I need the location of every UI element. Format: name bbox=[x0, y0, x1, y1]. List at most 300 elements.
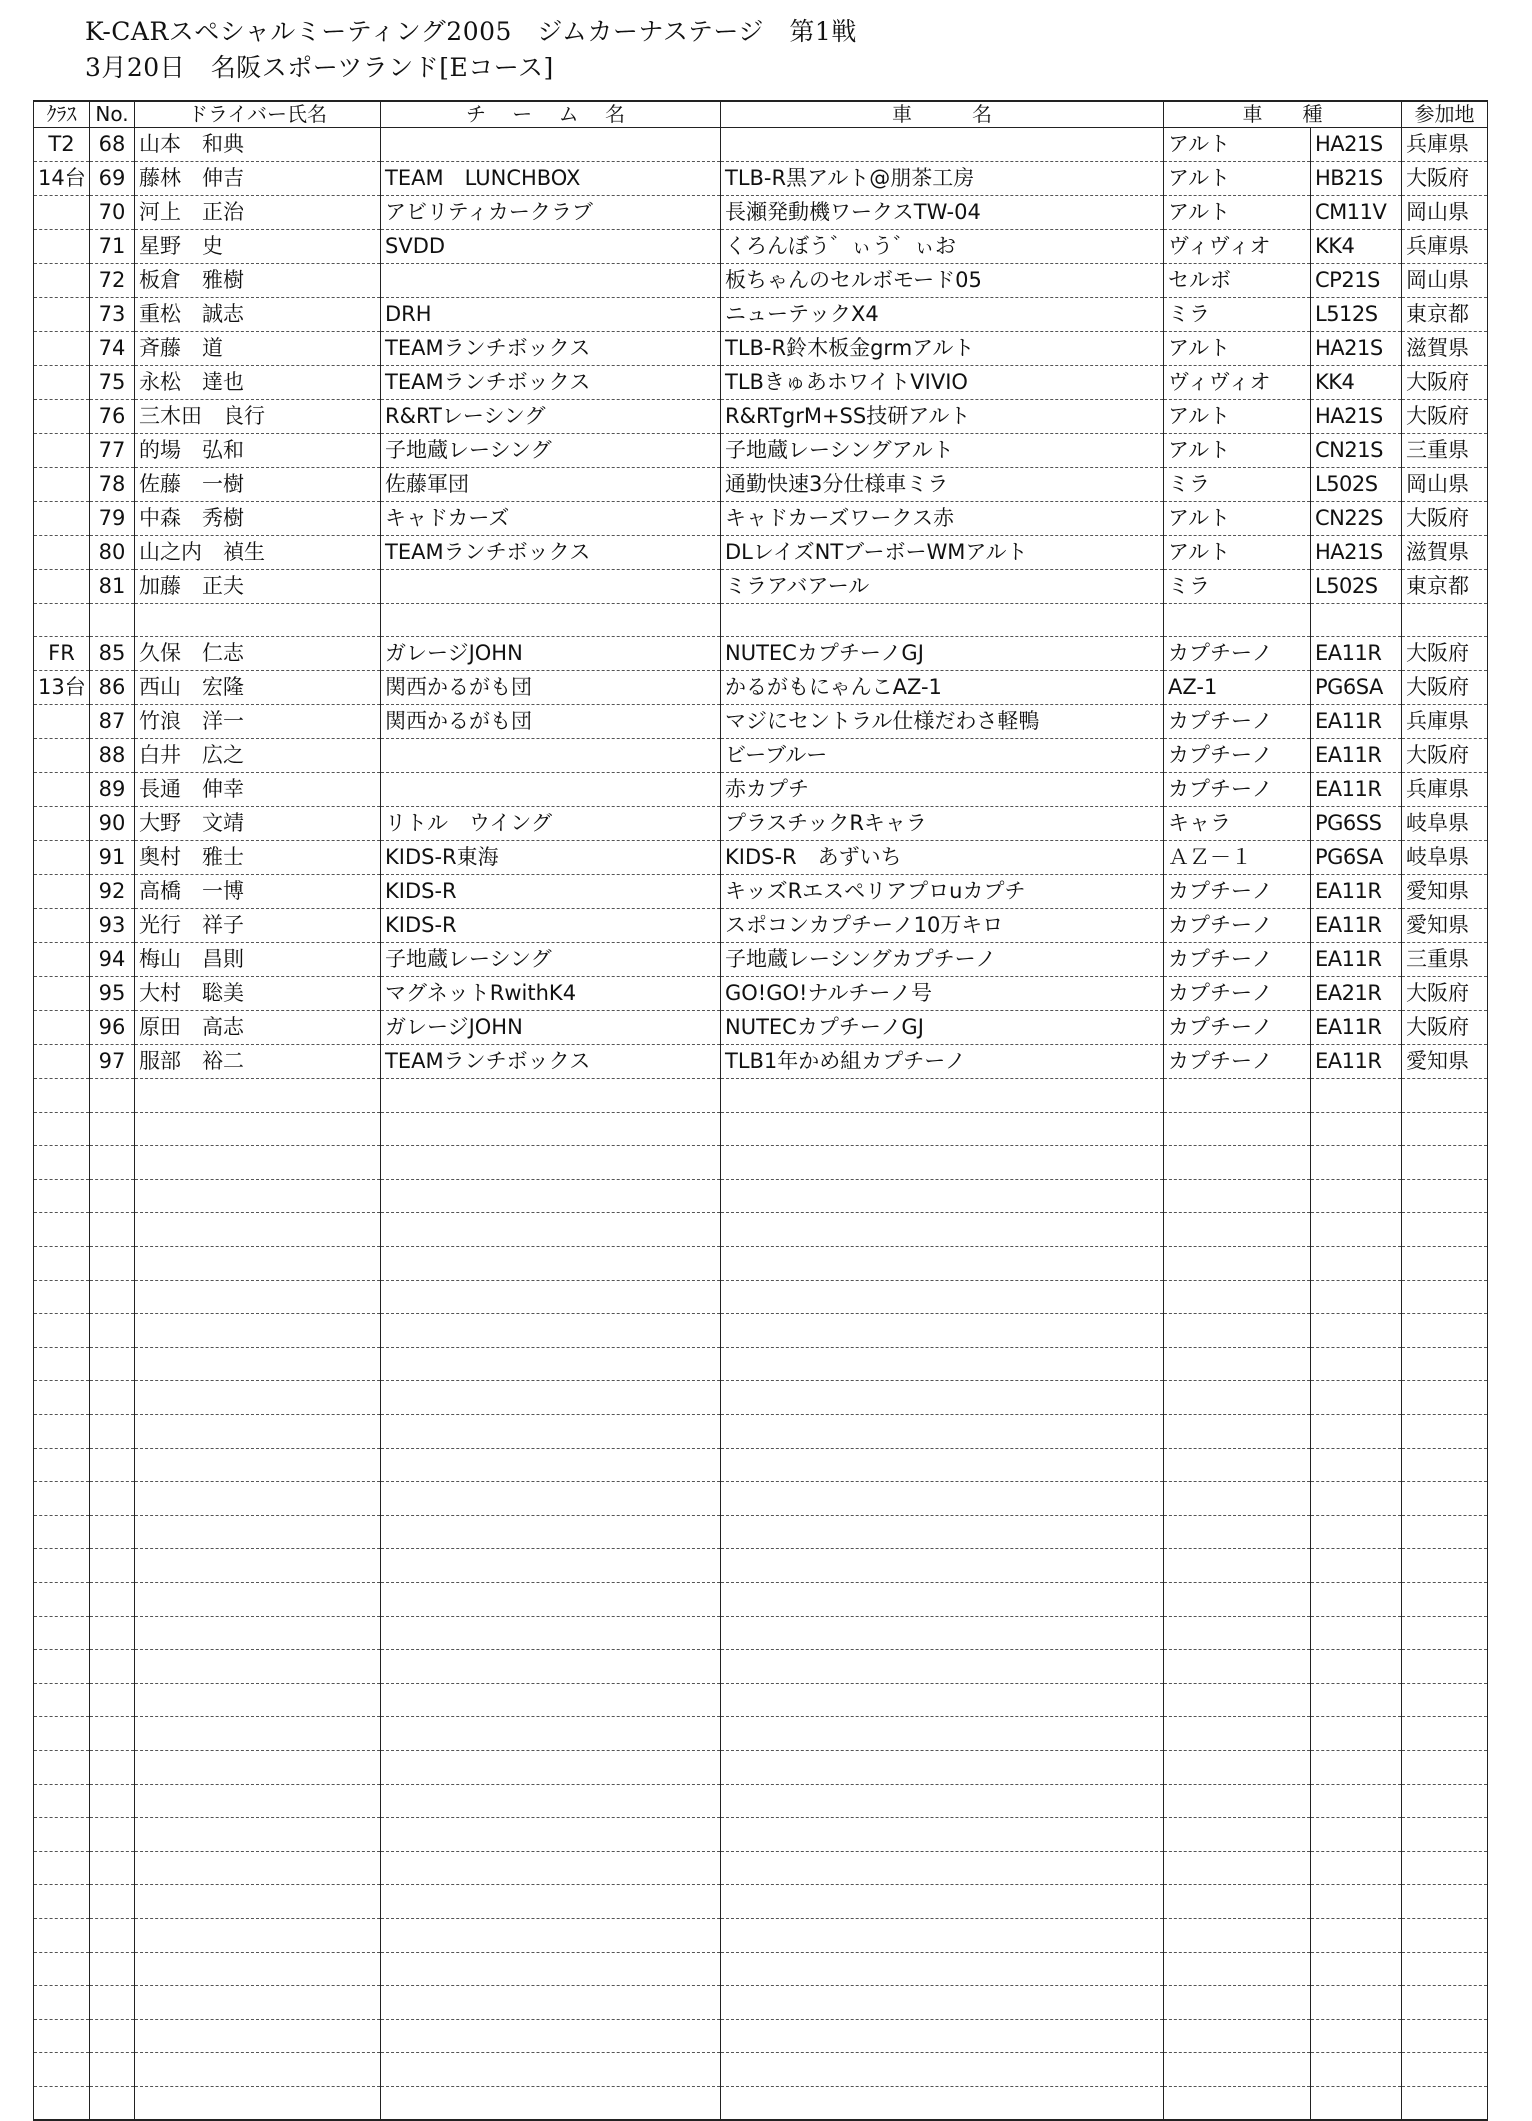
table-row bbox=[34, 1011, 1488, 1045]
number-cell: 88 bbox=[90, 739, 135, 773]
car-model-cell: ミラ bbox=[1164, 569, 1311, 603]
team-cell bbox=[381, 739, 721, 773]
table-row bbox=[34, 841, 1488, 875]
car-model-cell: アルト bbox=[1164, 501, 1311, 535]
chassis-code-cell bbox=[1311, 1851, 1402, 1885]
team-cell bbox=[381, 1179, 721, 1213]
class-cell bbox=[34, 1112, 90, 1146]
driver-cell: 加藤 正夫 bbox=[135, 569, 381, 603]
car-name-cell bbox=[721, 127, 1164, 161]
class-cell bbox=[34, 841, 90, 875]
car-model-cell: カプチーノ bbox=[1164, 705, 1311, 739]
team-cell bbox=[381, 1583, 721, 1617]
chassis-code-cell: EA11R bbox=[1311, 1011, 1402, 1045]
area-cell: 兵庫県 bbox=[1402, 773, 1488, 807]
car-name-cell bbox=[721, 2053, 1164, 2087]
driver-cell bbox=[135, 1885, 381, 1919]
area-cell: 三重県 bbox=[1402, 433, 1488, 467]
driver-cell: 重松 誠志 bbox=[135, 297, 381, 331]
car-name-cell: 通勤快速3分仕様車ミラ bbox=[721, 467, 1164, 501]
table-row bbox=[34, 1583, 1488, 1617]
chassis-code-cell bbox=[1311, 1079, 1402, 1113]
header-class: ｸﾗｽ bbox=[34, 101, 90, 127]
class-cell bbox=[34, 1045, 90, 1079]
table-row bbox=[34, 671, 1488, 705]
chassis-code-cell: EA11R bbox=[1311, 739, 1402, 773]
driver-cell bbox=[135, 1448, 381, 1482]
area-cell: 岡山県 bbox=[1402, 195, 1488, 229]
table-row bbox=[34, 603, 1488, 637]
driver-cell bbox=[135, 1314, 381, 1348]
chassis-code-cell bbox=[1311, 1314, 1402, 1348]
class-cell bbox=[34, 1381, 90, 1415]
team-cell: キャドカーズ bbox=[381, 501, 721, 535]
header-team: チ ー ム 名 bbox=[381, 101, 721, 127]
car-name-cell bbox=[721, 1918, 1164, 1952]
number-cell: 76 bbox=[90, 399, 135, 433]
number-cell: 75 bbox=[90, 365, 135, 399]
car-name-cell: DLレイズNTブーボーWMアルト bbox=[721, 535, 1164, 569]
number-cell bbox=[90, 1079, 135, 1113]
driver-cell bbox=[135, 1583, 381, 1617]
class-cell bbox=[34, 1415, 90, 1449]
class-cell bbox=[34, 1079, 90, 1113]
area-cell bbox=[1402, 1549, 1488, 1583]
car-model-cell: カプチーノ bbox=[1164, 773, 1311, 807]
chassis-code-cell bbox=[1311, 1381, 1402, 1415]
class-cell bbox=[34, 1515, 90, 1549]
table-row bbox=[34, 1146, 1488, 1180]
chassis-code-cell: L502S bbox=[1311, 467, 1402, 501]
area-cell: 兵庫県 bbox=[1402, 229, 1488, 263]
driver-cell bbox=[135, 1179, 381, 1213]
driver-cell bbox=[135, 1079, 381, 1113]
number-cell: 93 bbox=[90, 909, 135, 943]
car-name-cell bbox=[721, 1717, 1164, 1751]
driver-cell: 山本 和典 bbox=[135, 127, 381, 161]
area-cell: 岡山県 bbox=[1402, 263, 1488, 297]
number-cell bbox=[90, 1851, 135, 1885]
chassis-code-cell: EA11R bbox=[1311, 1045, 1402, 1079]
chassis-code-cell bbox=[1311, 1213, 1402, 1247]
chassis-code-cell: PG6SA bbox=[1311, 841, 1402, 875]
class-cell bbox=[34, 1146, 90, 1180]
driver-cell: 久保 仁志 bbox=[135, 637, 381, 671]
team-cell: KIDS-R東海 bbox=[381, 841, 721, 875]
chassis-code-cell bbox=[1311, 1482, 1402, 1516]
driver-cell bbox=[135, 1415, 381, 1449]
number-cell: 96 bbox=[90, 1011, 135, 1045]
car-model-cell bbox=[1164, 2019, 1311, 2053]
table-row bbox=[34, 1415, 1488, 1449]
class-cell bbox=[34, 943, 90, 977]
car-model-cell bbox=[1164, 1515, 1311, 1549]
team-cell: ガレージJOHN bbox=[381, 637, 721, 671]
car-name-cell bbox=[721, 1179, 1164, 1213]
car-name-cell: くろんぼう゛ぃう゛ぃお bbox=[721, 229, 1164, 263]
class-cell bbox=[34, 1986, 90, 2020]
class-cell bbox=[34, 229, 90, 263]
area-cell bbox=[1402, 1885, 1488, 1919]
chassis-code-cell bbox=[1311, 603, 1402, 637]
team-cell: SVDD bbox=[381, 229, 721, 263]
class-cell bbox=[34, 1784, 90, 1818]
area-cell bbox=[1402, 2019, 1488, 2053]
number-cell: 89 bbox=[90, 773, 135, 807]
number-cell bbox=[90, 1986, 135, 2020]
number-cell bbox=[90, 1583, 135, 1617]
chassis-code-cell: EA11R bbox=[1311, 943, 1402, 977]
chassis-code-cell: HA21S bbox=[1311, 535, 1402, 569]
table-row bbox=[34, 1650, 1488, 1684]
table-row bbox=[34, 331, 1488, 365]
car-model-cell: ヴィヴィオ bbox=[1164, 229, 1311, 263]
number-cell: 91 bbox=[90, 841, 135, 875]
area-cell bbox=[1402, 1717, 1488, 1751]
car-model-cell bbox=[1164, 1482, 1311, 1516]
car-model-cell bbox=[1164, 1851, 1311, 1885]
team-cell bbox=[381, 1146, 721, 1180]
class-cell bbox=[34, 467, 90, 501]
chassis-code-cell bbox=[1311, 1818, 1402, 1852]
car-model-cell: カプチーノ bbox=[1164, 909, 1311, 943]
chassis-code-cell: EA11R bbox=[1311, 705, 1402, 739]
number-cell bbox=[90, 1448, 135, 1482]
chassis-code-cell bbox=[1311, 2053, 1402, 2087]
class-cell bbox=[34, 977, 90, 1011]
car-name-cell bbox=[721, 1381, 1164, 1415]
team-cell bbox=[381, 1784, 721, 1818]
team-cell bbox=[381, 1616, 721, 1650]
table-row bbox=[34, 2053, 1488, 2087]
chassis-code-cell bbox=[1311, 1179, 1402, 1213]
chassis-code-cell bbox=[1311, 1280, 1402, 1314]
car-name-cell bbox=[721, 1952, 1164, 1986]
number-cell: 68 bbox=[90, 127, 135, 161]
driver-cell bbox=[135, 1146, 381, 1180]
car-name-cell: GO!GO!ナルチーノ号 bbox=[721, 977, 1164, 1011]
team-cell bbox=[381, 1448, 721, 1482]
team-cell bbox=[381, 1683, 721, 1717]
car-name-cell bbox=[721, 1851, 1164, 1885]
car-model-cell bbox=[1164, 1549, 1311, 1583]
team-cell bbox=[381, 1717, 721, 1751]
table-row bbox=[34, 1247, 1488, 1281]
table-row bbox=[34, 467, 1488, 501]
table-row bbox=[34, 433, 1488, 467]
car-name-cell: 子地蔵レーシングアルト bbox=[721, 433, 1164, 467]
area-cell: 岐阜県 bbox=[1402, 807, 1488, 841]
table-row bbox=[34, 1549, 1488, 1583]
area-cell bbox=[1402, 1683, 1488, 1717]
area-cell bbox=[1402, 1448, 1488, 1482]
car-name-cell: マジにセントラル仕様だわさ軽鴨 bbox=[721, 705, 1164, 739]
team-cell: 関西かるがも団 bbox=[381, 671, 721, 705]
driver-cell: 星野 史 bbox=[135, 229, 381, 263]
chassis-code-cell bbox=[1311, 1616, 1402, 1650]
number-cell: 74 bbox=[90, 331, 135, 365]
number-cell: 87 bbox=[90, 705, 135, 739]
area-cell: 大阪府 bbox=[1402, 161, 1488, 195]
car-model-cell: アルト bbox=[1164, 535, 1311, 569]
area-cell bbox=[1402, 1112, 1488, 1146]
class-cell bbox=[34, 603, 90, 637]
driver-cell bbox=[135, 1851, 381, 1885]
header-area: 参加地 bbox=[1402, 101, 1488, 127]
table-row bbox=[34, 1482, 1488, 1516]
team-cell: TEAMランチボックス bbox=[381, 535, 721, 569]
car-name-cell bbox=[721, 1112, 1164, 1146]
area-cell bbox=[1402, 1750, 1488, 1784]
car-name-cell: 子地蔵レーシングカプチーノ bbox=[721, 943, 1164, 977]
car-name-cell: ニューテックX4 bbox=[721, 297, 1164, 331]
class-cell bbox=[34, 365, 90, 399]
number-cell: 94 bbox=[90, 943, 135, 977]
class-cell bbox=[34, 331, 90, 365]
chassis-code-cell: KK4 bbox=[1311, 229, 1402, 263]
chassis-code-cell bbox=[1311, 1415, 1402, 1449]
car-model-cell bbox=[1164, 1415, 1311, 1449]
area-cell bbox=[1402, 1280, 1488, 1314]
team-cell bbox=[381, 603, 721, 637]
class-cell bbox=[34, 1347, 90, 1381]
chassis-code-cell bbox=[1311, 1784, 1402, 1818]
class-cell bbox=[34, 1583, 90, 1617]
class-cell bbox=[34, 2053, 90, 2087]
class-cell bbox=[34, 433, 90, 467]
driver-cell: 板倉 雅樹 bbox=[135, 263, 381, 297]
page-title: K-CARスペシャルミーティング2005 ジムカーナステージ 第1戦 bbox=[85, 17, 857, 46]
driver-cell: 白井 広之 bbox=[135, 739, 381, 773]
car-name-cell bbox=[721, 1650, 1164, 1684]
header-driver: ドライバー氏名 bbox=[135, 101, 381, 127]
team-cell: R&RTレーシング bbox=[381, 399, 721, 433]
team-cell bbox=[381, 1515, 721, 1549]
driver-cell bbox=[135, 1515, 381, 1549]
car-model-cell bbox=[1164, 1179, 1311, 1213]
chassis-code-cell bbox=[1311, 1717, 1402, 1751]
table-row bbox=[34, 1986, 1488, 2020]
area-cell: 大阪府 bbox=[1402, 399, 1488, 433]
number-cell bbox=[90, 1515, 135, 1549]
area-cell bbox=[1402, 1784, 1488, 1818]
car-name-cell bbox=[721, 1314, 1164, 1348]
car-name-cell bbox=[721, 2019, 1164, 2053]
car-model-cell: セルボ bbox=[1164, 263, 1311, 297]
car-name-cell: NUTECカプチーノGJ bbox=[721, 1011, 1164, 1045]
class-cell bbox=[34, 1918, 90, 1952]
car-model-cell bbox=[1164, 1079, 1311, 1113]
table-row bbox=[34, 1918, 1488, 1952]
area-cell: 滋賀県 bbox=[1402, 535, 1488, 569]
class-cell bbox=[34, 1683, 90, 1717]
class-cell bbox=[34, 1851, 90, 1885]
table-row bbox=[34, 1616, 1488, 1650]
car-name-cell bbox=[721, 1079, 1164, 1113]
area-cell: 滋賀県 bbox=[1402, 331, 1488, 365]
chassis-code-cell: EA21R bbox=[1311, 977, 1402, 1011]
number-cell: 73 bbox=[90, 297, 135, 331]
class-cell bbox=[34, 705, 90, 739]
area-cell bbox=[1402, 1347, 1488, 1381]
table-row bbox=[34, 1112, 1488, 1146]
table-row bbox=[34, 705, 1488, 739]
car-model-cell bbox=[1164, 1381, 1311, 1415]
class-cell bbox=[34, 1750, 90, 1784]
area-cell bbox=[1402, 1247, 1488, 1281]
area-cell bbox=[1402, 1179, 1488, 1213]
header-car-name: 車 名 bbox=[721, 101, 1164, 127]
chassis-code-cell bbox=[1311, 1650, 1402, 1684]
driver-cell bbox=[135, 1683, 381, 1717]
car-name-cell: 赤カプチ bbox=[721, 773, 1164, 807]
area-cell bbox=[1402, 2086, 1488, 2120]
car-name-cell: プラスチックRキャラ bbox=[721, 807, 1164, 841]
class-cell bbox=[34, 399, 90, 433]
table-row bbox=[34, 739, 1488, 773]
car-model-cell bbox=[1164, 1583, 1311, 1617]
number-cell: 69 bbox=[90, 161, 135, 195]
driver-cell: 原田 高志 bbox=[135, 1011, 381, 1045]
chassis-code-cell bbox=[1311, 2086, 1402, 2120]
table-row bbox=[34, 535, 1488, 569]
area-cell bbox=[1402, 2053, 1488, 2087]
number-cell: 71 bbox=[90, 229, 135, 263]
driver-cell bbox=[135, 1347, 381, 1381]
area-cell: 大阪府 bbox=[1402, 977, 1488, 1011]
class-cell bbox=[34, 1247, 90, 1281]
car-model-cell bbox=[1164, 1650, 1311, 1684]
number-cell bbox=[90, 1952, 135, 1986]
driver-cell bbox=[135, 1482, 381, 1516]
driver-cell bbox=[135, 1986, 381, 2020]
chassis-code-cell bbox=[1311, 2019, 1402, 2053]
chassis-code-cell bbox=[1311, 1112, 1402, 1146]
class-cell bbox=[34, 1314, 90, 1348]
class-cell bbox=[34, 569, 90, 603]
chassis-code-cell: EA11R bbox=[1311, 875, 1402, 909]
chassis-code-cell bbox=[1311, 1247, 1402, 1281]
chassis-code-cell: HA21S bbox=[1311, 399, 1402, 433]
chassis-code-cell bbox=[1311, 1549, 1402, 1583]
car-model-cell bbox=[1164, 1280, 1311, 1314]
driver-cell: 長通 伸幸 bbox=[135, 773, 381, 807]
chassis-code-cell: CM11V bbox=[1311, 195, 1402, 229]
driver-cell: 奥村 雅士 bbox=[135, 841, 381, 875]
car-name-cell bbox=[721, 1616, 1164, 1650]
class-cell bbox=[34, 2086, 90, 2120]
team-cell bbox=[381, 1079, 721, 1113]
car-name-cell bbox=[721, 1818, 1164, 1852]
chassis-code-cell: PG6SS bbox=[1311, 807, 1402, 841]
number-cell: 80 bbox=[90, 535, 135, 569]
number-cell bbox=[90, 1415, 135, 1449]
team-cell bbox=[381, 1247, 721, 1281]
team-cell: KIDS-R bbox=[381, 909, 721, 943]
number-cell bbox=[90, 1146, 135, 1180]
driver-cell bbox=[135, 1381, 381, 1415]
driver-cell: 斉藤 道 bbox=[135, 331, 381, 365]
area-cell bbox=[1402, 1381, 1488, 1415]
driver-cell bbox=[135, 2086, 381, 2120]
class-cell bbox=[34, 1650, 90, 1684]
table-row bbox=[34, 1079, 1488, 1113]
table-row bbox=[34, 1952, 1488, 1986]
area-cell bbox=[1402, 1213, 1488, 1247]
number-cell bbox=[90, 1381, 135, 1415]
class-cell bbox=[34, 1448, 90, 1482]
class-cell bbox=[34, 739, 90, 773]
chassis-code-cell: PG6SA bbox=[1311, 671, 1402, 705]
chassis-code-cell: EA11R bbox=[1311, 637, 1402, 671]
driver-cell: 竹浪 洋一 bbox=[135, 705, 381, 739]
table-row bbox=[34, 1448, 1488, 1482]
number-cell bbox=[90, 1347, 135, 1381]
number-cell: 72 bbox=[90, 263, 135, 297]
class-cell bbox=[34, 1011, 90, 1045]
area-cell: 東京都 bbox=[1402, 297, 1488, 331]
car-model-cell bbox=[1164, 603, 1311, 637]
number-cell bbox=[90, 1616, 135, 1650]
area-cell bbox=[1402, 1986, 1488, 2020]
class-cell bbox=[34, 1885, 90, 1919]
driver-cell bbox=[135, 1650, 381, 1684]
chassis-code-cell: HA21S bbox=[1311, 127, 1402, 161]
number-cell bbox=[90, 1482, 135, 1516]
area-cell bbox=[1402, 1952, 1488, 1986]
class-cell bbox=[34, 1213, 90, 1247]
table-row bbox=[34, 263, 1488, 297]
area-cell: 岐阜県 bbox=[1402, 841, 1488, 875]
chassis-code-cell: HB21S bbox=[1311, 161, 1402, 195]
car-name-cell: TLBきゅあホワイトVIVIO bbox=[721, 365, 1164, 399]
area-cell: 愛知県 bbox=[1402, 875, 1488, 909]
driver-cell bbox=[135, 1952, 381, 1986]
number-cell bbox=[90, 1650, 135, 1684]
number-cell: 70 bbox=[90, 195, 135, 229]
page-subtitle: 3月20日 名阪スポーツランド[Eコース] bbox=[85, 53, 554, 82]
area-cell bbox=[1402, 1918, 1488, 1952]
team-cell: TEAMランチボックス bbox=[381, 1045, 721, 1079]
car-name-cell bbox=[721, 1448, 1164, 1482]
team-cell bbox=[381, 2019, 721, 2053]
area-cell: 東京都 bbox=[1402, 569, 1488, 603]
area-cell: 大阪府 bbox=[1402, 501, 1488, 535]
table-row bbox=[34, 1347, 1488, 1381]
team-cell bbox=[381, 1650, 721, 1684]
team-cell bbox=[381, 1549, 721, 1583]
number-cell: 97 bbox=[90, 1045, 135, 1079]
class-cell bbox=[34, 263, 90, 297]
team-cell: 子地蔵レーシング bbox=[381, 433, 721, 467]
car-model-cell: カプチーノ bbox=[1164, 637, 1311, 671]
car-name-cell: ビーブルー bbox=[721, 739, 1164, 773]
car-model-cell: ミラ bbox=[1164, 467, 1311, 501]
table-row bbox=[34, 875, 1488, 909]
driver-cell: 大村 聡美 bbox=[135, 977, 381, 1011]
team-cell bbox=[381, 1818, 721, 1852]
class-cell bbox=[34, 195, 90, 229]
team-cell: 関西かるがも団 bbox=[381, 705, 721, 739]
class-cell bbox=[34, 1179, 90, 1213]
driver-cell bbox=[135, 1213, 381, 1247]
table-row bbox=[34, 365, 1488, 399]
table-row bbox=[34, 773, 1488, 807]
car-model-cell bbox=[1164, 2053, 1311, 2087]
team-cell: TEAMランチボックス bbox=[381, 365, 721, 399]
team-cell bbox=[381, 1750, 721, 1784]
driver-cell bbox=[135, 1616, 381, 1650]
